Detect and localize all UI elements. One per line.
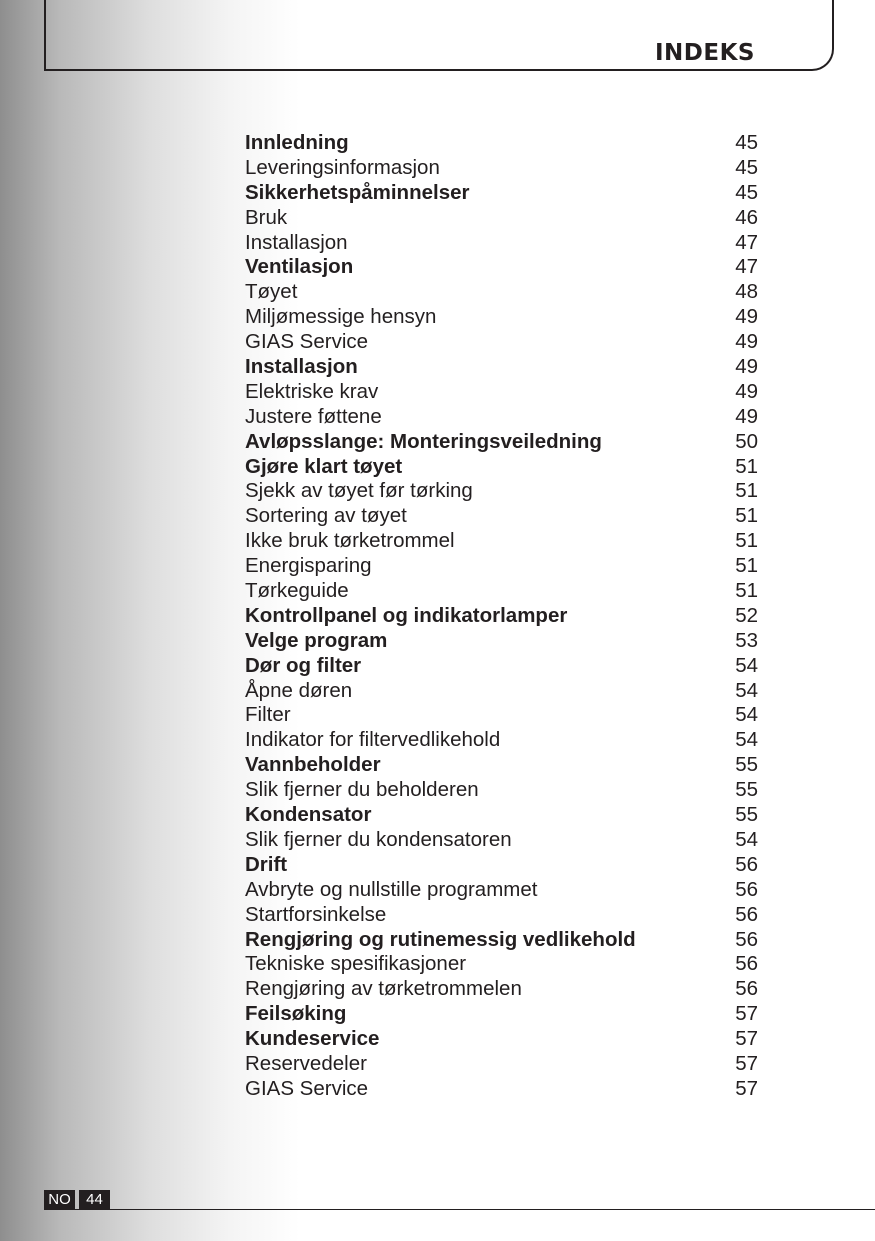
- toc-entry-page: 56: [735, 902, 758, 926]
- toc-entry-page: 51: [735, 554, 758, 578]
- toc-entry-page: 45: [735, 180, 758, 204]
- toc-entry-page: 51: [735, 579, 758, 603]
- toc-entry[interactable]: [245, 952, 758, 977]
- toc-entry-page: 51: [735, 529, 758, 553]
- toc-entry[interactable]: [245, 206, 758, 231]
- toc-entry-page: 49: [735, 355, 758, 379]
- toc-entry-page: 50: [735, 429, 758, 453]
- toc-entry[interactable]: [245, 853, 758, 878]
- toc-entry-label: Sikkerhetspåminnelser: [245, 180, 470, 204]
- toc-entry[interactable]: [245, 1077, 758, 1102]
- toc-entry-label: Rengjøring og rutinemessig vedlikehold: [245, 927, 636, 951]
- toc-entry-label: Feilsøking: [245, 1002, 347, 1026]
- toc-entry-page: 54: [735, 678, 758, 702]
- page-number-badge: 44: [79, 1190, 110, 1209]
- toc-entry-page: 56: [735, 852, 758, 876]
- page-title: INDEKS: [655, 40, 755, 66]
- toc-entry[interactable]: [245, 679, 758, 704]
- toc-entry-label: Kundeservice: [245, 1027, 380, 1051]
- toc-entry-page: 53: [735, 628, 758, 652]
- toc-entry-page: 51: [735, 479, 758, 503]
- toc-entry[interactable]: [245, 878, 758, 903]
- toc-entry[interactable]: [245, 703, 758, 728]
- toc-entry-label: Innledning: [245, 131, 349, 154]
- toc-entry-label: Ikke bruk tørketrommel: [245, 529, 455, 553]
- toc-entry[interactable]: [245, 654, 758, 679]
- toc-entry[interactable]: [245, 380, 758, 405]
- toc-entry-label: Avbryte og nullstille programmet: [245, 877, 538, 901]
- toc-entry-label: Filter: [245, 703, 291, 727]
- toc-entry-page: 47: [735, 255, 758, 279]
- toc-entry-page: 57: [735, 1076, 758, 1100]
- toc-entry-label: GIAS Service: [245, 1076, 369, 1100]
- toc-entry-page: 45: [735, 131, 758, 154]
- toc-entry[interactable]: [245, 156, 758, 181]
- toc-entry-page: 57: [735, 1027, 758, 1051]
- toc-entry-page: 55: [735, 803, 758, 827]
- toc-entry-label: Justere føttene: [245, 404, 382, 428]
- toc-entry-page: 56: [735, 977, 758, 1001]
- toc-entry[interactable]: [245, 1002, 758, 1027]
- toc-entry-label: Avløpsslange: Monteringsveiledning: [245, 429, 602, 453]
- toc-entry[interactable]: [245, 355, 758, 380]
- toc-entry-page: 57: [735, 1051, 758, 1075]
- toc-entry-page: 52: [735, 603, 758, 627]
- toc-entry-label: Bruk: [245, 205, 288, 229]
- toc-entry[interactable]: [245, 330, 758, 355]
- toc-entry-label: Leveringsinformasjon: [245, 155, 440, 179]
- toc-entry[interactable]: [245, 430, 758, 455]
- toc-entry-page: 56: [735, 952, 758, 976]
- toc-entry-page: 54: [735, 703, 758, 727]
- toc-entry-label: Indikator for filtervedlikehold: [245, 728, 501, 752]
- toc-entry-label: Elektriske krav: [245, 379, 379, 403]
- toc-entry-label: Tøyet: [245, 280, 298, 304]
- toc-entry-page: 51: [735, 454, 758, 478]
- toc-entry[interactable]: [245, 728, 758, 753]
- toc-entry-label: Startforsinkelse: [245, 902, 387, 926]
- toc-entry-page: 49: [735, 305, 758, 329]
- toc-entry[interactable]: [245, 131, 758, 156]
- table-of-contents: [245, 131, 758, 1102]
- toc-entry[interactable]: [245, 977, 758, 1002]
- toc-entry-page: 54: [735, 728, 758, 752]
- toc-entry[interactable]: [245, 1052, 758, 1077]
- toc-entry-label: Gjøre klart tøyet: [245, 454, 403, 478]
- toc-entry[interactable]: [245, 753, 758, 778]
- toc-entry[interactable]: [245, 280, 758, 305]
- toc-entry[interactable]: [245, 255, 758, 280]
- toc-entry-page: 47: [735, 230, 758, 254]
- toc-entry-page: 48: [735, 280, 758, 304]
- toc-entry[interactable]: [245, 778, 758, 803]
- toc-entry-label: Slik fjerner du beholderen: [245, 778, 479, 802]
- toc-entry-label: Energisparing: [245, 554, 372, 578]
- toc-entry-page: 55: [735, 778, 758, 802]
- toc-entry-page: 49: [735, 330, 758, 354]
- toc-entry-label: Kondensator: [245, 803, 372, 827]
- toc-entry-label: Drift: [245, 852, 288, 876]
- toc-entry-page: 54: [735, 827, 758, 851]
- language-badge: NO: [44, 1190, 75, 1209]
- toc-entry-label: Miljømessige hensyn: [245, 305, 437, 329]
- toc-entry-page: 55: [735, 753, 758, 777]
- toc-entry-page: 46: [735, 205, 758, 229]
- toc-entry[interactable]: [245, 529, 758, 554]
- toc-entry[interactable]: [245, 803, 758, 828]
- toc-entry-page: 57: [735, 1002, 758, 1026]
- toc-entry-label: Sortering av tøyet: [245, 504, 407, 528]
- toc-entry-page: 49: [735, 379, 758, 403]
- toc-entry-label: Rengjøring av tørketrommelen: [245, 977, 522, 1001]
- toc-entry-page: 51: [735, 504, 758, 528]
- toc-entry-label: Ventilasjon: [245, 255, 354, 279]
- toc-entry[interactable]: [245, 504, 758, 529]
- toc-entry[interactable]: [245, 604, 758, 629]
- toc-entry[interactable]: [245, 1027, 758, 1052]
- toc-entry-label: Tørkeguide: [245, 579, 349, 603]
- toc-entry[interactable]: [245, 554, 758, 579]
- toc-entry[interactable]: [245, 305, 758, 330]
- toc-entry-label: Dør og filter: [245, 653, 362, 677]
- toc-entry[interactable]: [245, 828, 758, 853]
- toc-entry[interactable]: [245, 231, 758, 256]
- toc-entry-label: Slik fjerner du kondensatoren: [245, 827, 512, 851]
- toc-entry-label: GIAS Service: [245, 330, 369, 354]
- toc-entry-label: Kontrollpanel og indikatorlamper: [245, 603, 568, 627]
- toc-entry[interactable]: [245, 629, 758, 654]
- toc-entry[interactable]: [245, 479, 758, 504]
- toc-entry-page: 54: [735, 653, 758, 677]
- toc-entry-page: 56: [735, 927, 758, 951]
- toc-entry[interactable]: [245, 181, 758, 206]
- toc-entry[interactable]: [245, 903, 758, 928]
- toc-entry-label: Tekniske spesifikasjoner: [245, 952, 467, 976]
- toc-entry-label: Velge program: [245, 628, 388, 652]
- toc-entry-page: 49: [735, 404, 758, 428]
- toc-entry-label: Åpne døren: [245, 678, 353, 702]
- footer-divider: [44, 1209, 875, 1210]
- toc-entry-page: 45: [735, 155, 758, 179]
- toc-entry[interactable]: [245, 405, 758, 430]
- toc-entry-page: 56: [735, 877, 758, 901]
- toc-entry[interactable]: [245, 579, 758, 604]
- toc-entry-label: Installasjon: [245, 230, 348, 254]
- toc-entry-label: Vannbeholder: [245, 753, 381, 777]
- toc-entry[interactable]: [245, 455, 758, 480]
- toc-entry-label: Sjekk av tøyet før tørking: [245, 479, 473, 503]
- toc-entry-label: Installasjon: [245, 355, 358, 379]
- toc-entry[interactable]: [245, 928, 758, 953]
- toc-entry-label: Reservedeler: [245, 1051, 367, 1075]
